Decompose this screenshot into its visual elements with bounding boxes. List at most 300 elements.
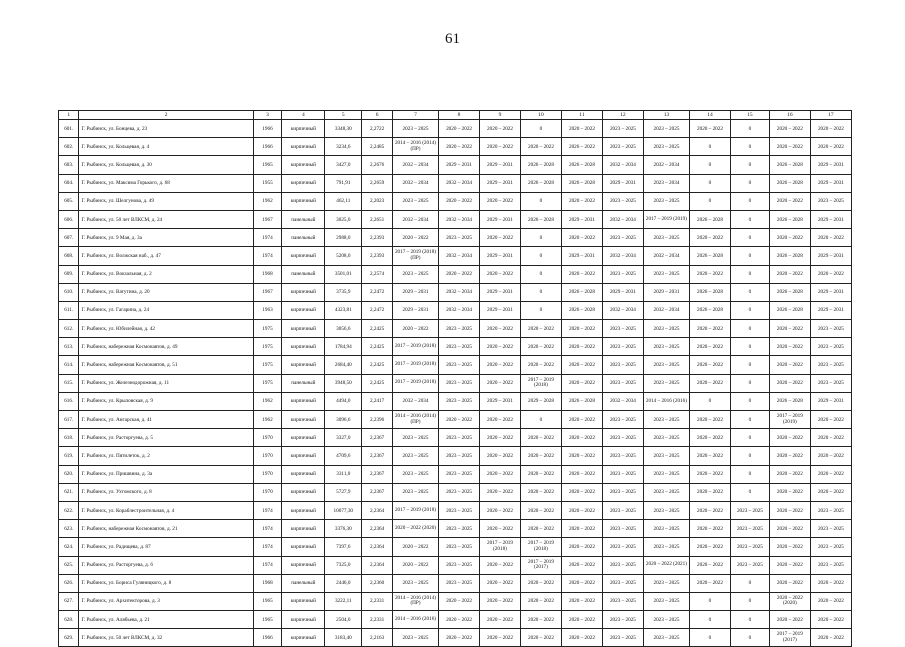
table-cell: 2,2472 [362, 283, 393, 301]
table-cell: кирпичный [282, 629, 325, 647]
table-cell: 2,2393 [362, 247, 393, 265]
table-cell: 2020 – 2022 [480, 265, 521, 283]
table-cell: 2020 – 2022 [480, 138, 521, 156]
table-cell: 2020 – 2022 [392, 229, 438, 247]
table-cell: Г. Рыбинск, набережная Космонавтов, д. 51 [79, 356, 253, 374]
table-cell: 2020 – 2022 [689, 538, 730, 556]
table-cell: кирпичный [282, 520, 325, 538]
table-cell: 2020 – 2022 [769, 501, 810, 519]
table-cell: 2020 – 2022 [480, 574, 521, 592]
table-cell: 3501,01 [325, 265, 362, 283]
table-cell: 0 [520, 301, 561, 319]
table-row [59, 465, 852, 483]
table-cell: 2029 – 2031 [480, 392, 521, 410]
table-cell: 791,91 [325, 174, 362, 192]
table-cell: 2020 – 2022 [561, 574, 602, 592]
table-cell: 2020 – 2022 [561, 538, 602, 556]
table-cell: Г. Рыбинск, ул. Бориса Гуляницкого, д. 8 [79, 574, 253, 592]
column-header: 5 [325, 111, 362, 120]
table-cell: 0 [730, 338, 769, 356]
table-cell: 2032 – 2034 [392, 392, 438, 410]
table-cell: 2020 – 2022 [439, 629, 480, 647]
table-row [59, 538, 852, 556]
table-cell: 7397,6 [325, 538, 362, 556]
table-cell: 3056,6 [325, 320, 362, 338]
table-cell: Г. Рыбинск, ул. Кольцевая, д. 30 [79, 156, 253, 174]
table-cell: 2020 – 2022 [810, 611, 851, 629]
table-cell: 2020 – 2022 [689, 501, 730, 519]
table-cell: 2020 – 2022 [480, 465, 521, 483]
table-cell: 2032 – 2034 [439, 283, 480, 301]
table-cell: 1968 [253, 574, 282, 592]
table-cell: 2023 – 2025 [602, 611, 643, 629]
table-cell: 2023 – 2025 [602, 574, 643, 592]
table-cell: 2020 – 2022 [561, 192, 602, 210]
table-cell: 3222,11 [325, 592, 362, 610]
table-cell: кирпичный [282, 611, 325, 629]
table-cell: 1967 [253, 210, 282, 228]
table-cell: 3348,30 [325, 120, 362, 138]
table-cell: 2020 – 2022 [480, 429, 521, 447]
table-cell: 2023 – 2025 [810, 192, 851, 210]
table-cell: 2020 – 2022 [561, 265, 602, 283]
table-cell: 0 [730, 374, 769, 392]
table-cell: 2029 – 2031 [480, 174, 521, 192]
table-row [59, 411, 852, 429]
table-cell: 2023 – 2025 [392, 629, 438, 647]
table-cell: 0 [730, 301, 769, 319]
table-cell: 1970 [253, 447, 282, 465]
table-cell: 2032 – 2034 [602, 210, 643, 228]
table-cell: 2023 – 2034 [643, 174, 689, 192]
table-cell: 2020 – 2022 [480, 374, 521, 392]
table-cell: Г. Рыбинск, ул. Юбилейная, д. 42 [79, 320, 253, 338]
table-cell: 602. [59, 138, 79, 156]
table-cell: 2020 – 2022 [561, 338, 602, 356]
table-cell: 2023 – 2025 [643, 611, 689, 629]
table-cell: 2026 – 2028 [689, 247, 730, 265]
table-cell: 2020 – 2022 [480, 338, 521, 356]
table-cell: 2023 – 2025 [810, 538, 851, 556]
table-cell: 3025,0 [325, 210, 362, 228]
table-cell: 0 [730, 174, 769, 192]
page-number: 61 [445, 31, 460, 47]
table-cell: 2017 – 2019 (2018) [392, 338, 438, 356]
table-cell: 2020 – 2022 [480, 192, 521, 210]
table-cell: Г. Рыбинск, ул. Архитекторова, д. 3 [79, 592, 253, 610]
column-header: 13 [643, 111, 689, 120]
table-cell: Г. Рыбинск, ул. Радищева, д. 87 [79, 538, 253, 556]
table-cell: 605. [59, 192, 79, 210]
table-cell: панельный [282, 229, 325, 247]
column-header: 8 [439, 111, 480, 120]
table-cell: 2023 – 2025 [602, 229, 643, 247]
table-cell: 2020 – 2022 [480, 483, 521, 501]
table-cell: 3427,0 [325, 156, 362, 174]
table-cell: 2023 – 2025 [810, 520, 851, 538]
table-cell: 2020 – 2022 [480, 592, 521, 610]
table-cell: 0 [689, 611, 730, 629]
table-cell: 2,2367 [362, 483, 393, 501]
table-cell: 0 [730, 320, 769, 338]
table-cell: 2,2574 [362, 265, 393, 283]
table-row [59, 247, 852, 265]
header-row [59, 111, 852, 120]
table-cell: кирпичный [282, 429, 325, 447]
table-cell: Г. Рыбинск, ул. Гагарина, д. 24 [79, 301, 253, 319]
table-cell: 2032 – 2034 [643, 156, 689, 174]
table-cell: 2023 – 2025 [810, 356, 851, 374]
table-cell: 2023 – 2025 [602, 356, 643, 374]
table-cell: 2032 – 2034 [602, 247, 643, 265]
table-row [59, 483, 852, 501]
table-cell: 2029 – 2031 [392, 283, 438, 301]
table-cell: 2,2417 [362, 392, 393, 410]
table-cell: 0 [689, 629, 730, 647]
table-cell: 2020 – 2022 [689, 520, 730, 538]
table-cell: 2020 – 2022 [439, 411, 480, 429]
table-cell: 2017 – 2019 (2017) [769, 629, 810, 647]
table-cell: 626. [59, 574, 79, 592]
table-cell: 2032 – 2034 [602, 392, 643, 410]
table-cell: 0 [689, 592, 730, 610]
table-cell: 2032 – 2034 [643, 247, 689, 265]
table-cell: 2026 – 2028 [769, 392, 810, 410]
table-cell: 2032 – 2034 [392, 156, 438, 174]
table-cell: кирпичный [282, 174, 325, 192]
table-cell: 2020 – 2022 [769, 429, 810, 447]
table-cell: 2,2722 [362, 120, 393, 138]
table-cell: 2032 – 2034 [602, 156, 643, 174]
table-cell: 2017 – 2019 (2018) (ПР) [392, 247, 438, 265]
table-cell: 2017 – 2019 (2018) [520, 538, 561, 556]
table-cell: 2017 – 2019 (2019) [769, 411, 810, 429]
table-cell: 2020 – 2022 [480, 629, 521, 647]
table-cell: 1975 [253, 374, 282, 392]
table-cell: Г. Рыбинск, ул. Шелгунова, д. 49 [79, 192, 253, 210]
table-cell: 2029 – 2031 [810, 210, 851, 228]
table-cell: 0 [730, 392, 769, 410]
table-cell: 2020 – 2022 [561, 429, 602, 447]
table-cell: 2020 – 2022 [769, 574, 810, 592]
table-cell: 2020 – 2022 [561, 356, 602, 374]
table-cell: 2020 – 2022 [689, 574, 730, 592]
table-cell: 2023 – 2025 [602, 483, 643, 501]
table-cell: 2020 – 2022 [480, 447, 521, 465]
table-cell: 2020 – 2022 [769, 138, 810, 156]
table-cell: 2020 – 2022 [689, 356, 730, 374]
table-cell: 2032 – 2034 [392, 174, 438, 192]
table-cell: 2,2163 [362, 629, 393, 647]
table-cell: 2029 – 2031 [810, 156, 851, 174]
table-cell: 2023 – 2025 [439, 520, 480, 538]
table-cell: 2020 – 2022 [810, 592, 851, 610]
table-cell: Г. Рыбинск, ул. Ангарская, д. 41 [79, 411, 253, 429]
table-cell: 0 [730, 283, 769, 301]
table-cell: 2020 – 2022 [520, 501, 561, 519]
table-cell: 625. [59, 556, 79, 574]
table-cell: Г. Рыбинск, ул. Кольцевая, д. 4 [79, 138, 253, 156]
table-cell: 2023 – 2025 [439, 320, 480, 338]
table-cell: 2014 – 2016 (2014) (ПР) [392, 138, 438, 156]
table-cell: 1974 [253, 229, 282, 247]
table-cell: Г. Рыбинск, ул. Железнодорожная, д. 11 [79, 374, 253, 392]
table-cell: 4709,6 [325, 447, 362, 465]
table-cell: 2014 – 2016 (2016) [392, 611, 438, 629]
table-cell: 3735,9 [325, 283, 362, 301]
table-cell: кирпичный [282, 501, 325, 519]
table-cell: 2026 – 2028 [769, 156, 810, 174]
table-cell: 2023 – 2025 [602, 501, 643, 519]
table-cell: 0 [689, 392, 730, 410]
table-cell: 2020 – 2022 [561, 556, 602, 574]
table-cell: 0 [730, 192, 769, 210]
table-cell: 2020 – 2022 [769, 320, 810, 338]
table-cell: 0 [520, 411, 561, 429]
table-cell: 2023 – 2025 [810, 320, 851, 338]
table-cell: 2023 – 2025 [439, 483, 480, 501]
table-cell: 2029 – 2031 [810, 247, 851, 265]
table-cell: 2020 – 2022 [520, 574, 561, 592]
table-cell: 2023 – 2025 [439, 392, 480, 410]
table-cell: 2020 – 2022 [392, 320, 438, 338]
table-cell: 2026 – 2028 [689, 301, 730, 319]
table-cell: 618. [59, 429, 79, 447]
column-header: 12 [602, 111, 643, 120]
table-cell: 2029 – 2031 [480, 301, 521, 319]
table-cell: 2023 – 2025 [643, 429, 689, 447]
table-cell: 2020 – 2022 [561, 374, 602, 392]
table-cell: 2020 – 2022 [769, 611, 810, 629]
table-cell: 0 [730, 629, 769, 647]
table-cell: 2020 – 2022 [810, 447, 851, 465]
table-cell: 2023 – 2025 [439, 429, 480, 447]
table-cell: 2988,0 [325, 229, 362, 247]
table-cell: 2023 – 2025 [643, 138, 689, 156]
table-cell: 2,2485 [362, 138, 393, 156]
table-cell: 2023 – 2025 [439, 574, 480, 592]
table-cell: 1970 [253, 429, 282, 447]
table-cell: 2029 – 2031 [810, 301, 851, 319]
table-cell: 2023 – 2025 [730, 556, 769, 574]
table-row [59, 392, 852, 410]
table-cell: 2023 – 2025 [602, 338, 643, 356]
table-cell: 2020 – 2022 [769, 520, 810, 538]
table-cell: 2032 – 2034 [439, 301, 480, 319]
table-cell: 1963 [253, 301, 282, 319]
table-cell: 1970 [253, 483, 282, 501]
table-row [59, 301, 852, 319]
table-cell: 2023 – 2025 [643, 592, 689, 610]
table-cell: 2026 – 2028 [520, 156, 561, 174]
table-cell: 2020 – 2022 [561, 120, 602, 138]
table-cell: 2020 – 2022 [392, 556, 438, 574]
table-row [59, 356, 852, 374]
table-cell: 2020 – 2022 [769, 229, 810, 247]
table-cell: кирпичный [282, 411, 325, 429]
table-cell: 2020 – 2022 [480, 611, 521, 629]
table-cell: 2029 – 2031 [602, 174, 643, 192]
table-cell: Г. Рыбинск, ул. 9 Мая, д. 3а [79, 229, 253, 247]
table-cell: 2029 – 2031 [392, 301, 438, 319]
table-cell: 2020 – 2022 [689, 411, 730, 429]
table-cell: 2023 – 2025 [643, 229, 689, 247]
table-cell: 2026 – 2028 [689, 283, 730, 301]
table-cell: 1965 [253, 592, 282, 610]
table-cell: 2029 – 2031 [643, 283, 689, 301]
table-cell: 2014 – 2016 (2014) (ПР) [392, 592, 438, 610]
table-cell: 0 [730, 356, 769, 374]
table-cell: 2020 – 2022 [561, 592, 602, 610]
table-cell: 1974 [253, 247, 282, 265]
table-cell: 2023 – 2025 [392, 429, 438, 447]
table-cell: 1974 [253, 538, 282, 556]
table-cell: 2023 – 2025 [602, 556, 643, 574]
table-cell: 2023 – 2025 [643, 265, 689, 283]
table-cell: кирпичный [282, 556, 325, 574]
table-cell: 1966 [253, 629, 282, 647]
table-cell: 2020 – 2022 [561, 483, 602, 501]
table-cell: 2023 – 2025 [602, 374, 643, 392]
table-cell: 2020 – 2022 [520, 520, 561, 538]
table-cell: 2,2472 [362, 301, 393, 319]
table-cell: 2029 – 2031 [810, 392, 851, 410]
table-cell: 2026 – 2028 [520, 210, 561, 228]
table-cell: 2026 – 2028 [561, 392, 602, 410]
table-cell: 2020 – 2022 [769, 483, 810, 501]
table-cell: панельный [282, 210, 325, 228]
table-cell: 2023 – 2025 [439, 501, 480, 519]
table-cell: 0 [520, 229, 561, 247]
table-cell: 1966 [253, 138, 282, 156]
table-cell: 2020 – 2022 [439, 138, 480, 156]
table-cell: 2020 – 2022 (2021) [643, 556, 689, 574]
table-cell: Г. Рыбинск, ул. 50 лет ВЛКСМ, д. 32 [79, 629, 253, 647]
table-cell: кирпичный [282, 138, 325, 156]
table-cell: 2020 – 2022 [769, 538, 810, 556]
table-cell: 2023 – 2025 [810, 338, 851, 356]
table-cell: 2,2364 [362, 520, 393, 538]
table-cell: 2017 – 2019 (2017) [520, 556, 561, 574]
table-cell: 1968 [253, 265, 282, 283]
table-cell: 2020 – 2022 [769, 338, 810, 356]
table-cell: 2020 – 2022 [689, 229, 730, 247]
table-cell: 0 [730, 229, 769, 247]
table-cell: 2020 – 2022 [439, 120, 480, 138]
table-cell: 2023 – 2025 [602, 520, 643, 538]
table-cell: 2020 – 2022 [769, 556, 810, 574]
table-cell: Г. Рыбинск, ул. Ухтомского, д. 8 [79, 483, 253, 501]
table-cell: 2023 – 2025 [602, 538, 643, 556]
table-row [59, 120, 852, 138]
table-row [59, 265, 852, 283]
table-cell: 2023 – 2025 [643, 411, 689, 429]
table-cell: кирпичный [282, 356, 325, 374]
table-cell: 2,2425 [362, 320, 393, 338]
table-cell: 2029 – 2031 [602, 283, 643, 301]
column-header: 9 [480, 111, 521, 120]
table-cell: 2026 – 2028 [769, 174, 810, 192]
column-header: 2 [79, 111, 253, 120]
table-cell: 3311,0 [325, 465, 362, 483]
table-cell: 2020 – 2022 [769, 374, 810, 392]
table-cell: 0 [730, 247, 769, 265]
table-cell: 2020 – 2022 [480, 229, 521, 247]
table-cell: Г. Рыбинск, ул. Крыловская, д. 9 [79, 392, 253, 410]
table-cell: 3948,50 [325, 374, 362, 392]
table-cell: 2,2425 [362, 338, 393, 356]
table-cell: 2026 – 2028 [561, 174, 602, 192]
table-cell: 0 [520, 265, 561, 283]
table-cell: 2026 – 2028 [769, 283, 810, 301]
table-cell: 0 [730, 120, 769, 138]
column-header: 6 [362, 111, 393, 120]
table-cell: 5208,0 [325, 247, 362, 265]
table-cell: 2020 – 2022 [689, 483, 730, 501]
table-cell: 2,2331 [362, 611, 393, 629]
table-cell: 2026 – 2028 [769, 247, 810, 265]
table-row [59, 283, 852, 301]
table-cell: 2,2331 [362, 592, 393, 610]
table-cell: 0 [730, 138, 769, 156]
column-header: 7 [392, 111, 438, 120]
table-cell: 2020 – 2022 [561, 411, 602, 429]
table-cell: 2032 – 2034 [439, 174, 480, 192]
table-cell: Г. Рыбинск, ул. Расторгуева, д. 6 [79, 556, 253, 574]
table-cell: 0 [730, 411, 769, 429]
table-cell: 2023 – 2025 [392, 192, 438, 210]
table-cell: 619. [59, 447, 79, 465]
table-cell: 1962 [253, 392, 282, 410]
table-cell: 4494,0 [325, 392, 362, 410]
table-row [59, 592, 852, 610]
column-header: 17 [810, 111, 851, 120]
table-cell: 2026 – 2028 [561, 301, 602, 319]
table-cell: 2023 – 2025 [643, 447, 689, 465]
table-cell: 2020 – 2022 [480, 520, 521, 538]
table-cell: 2,2425 [362, 356, 393, 374]
table-cell: панельный [282, 374, 325, 392]
table-cell: кирпичный [282, 592, 325, 610]
table-cell: кирпичный [282, 538, 325, 556]
table-cell: 2020 – 2022 [520, 629, 561, 647]
table-cell: 2020 – 2022 [392, 538, 438, 556]
table-row [59, 611, 852, 629]
table-cell: 0 [730, 265, 769, 283]
table-cell: 2020 – 2022 [810, 411, 851, 429]
table-row [59, 429, 852, 447]
table-cell: 0 [730, 465, 769, 483]
table-row [59, 156, 852, 174]
table-cell: 0 [520, 247, 561, 265]
table-cell: панельный [282, 574, 325, 592]
table-row [59, 374, 852, 392]
table-cell: 2020 – 2022 [810, 574, 851, 592]
table-cell: 0 [730, 429, 769, 447]
table-cell: 1965 [253, 156, 282, 174]
table-cell: 2023 – 2025 [602, 465, 643, 483]
table-cell: 611. [59, 301, 79, 319]
table-cell: 0 [730, 483, 769, 501]
table-cell: 2020 – 2022 [769, 192, 810, 210]
table-cell: кирпичный [282, 465, 325, 483]
table-row [59, 501, 852, 519]
table-cell: Г. Рыбинск, ул. Расторгуева, д. 5 [79, 429, 253, 447]
table-cell: 3234,6 [325, 138, 362, 156]
table-cell: 2020 – 2022 [561, 520, 602, 538]
table-cell: Г. Рыбинск, ул. Алябьева, д. 21 [79, 611, 253, 629]
table-cell: 2014 – 2016 (2016) [643, 392, 689, 410]
